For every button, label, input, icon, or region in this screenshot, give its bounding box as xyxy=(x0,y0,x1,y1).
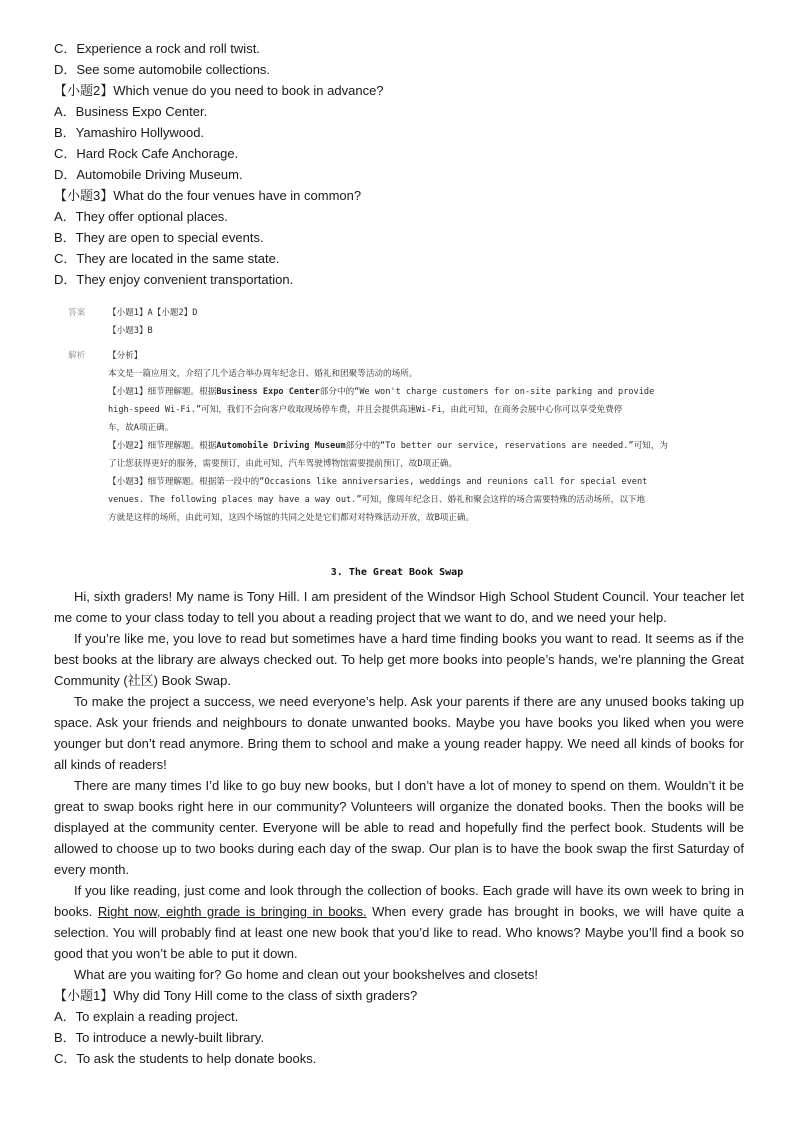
analysis-head: 【分析】 xyxy=(108,351,143,361)
new-q1-option-b: B．To introduce a newly-built library. xyxy=(54,1030,265,1045)
analysis-q1-line-3: 车，故A项正确。 xyxy=(108,423,174,433)
new-q1-option-c: C．To ask the students to help donate books. xyxy=(54,1051,317,1066)
analysis-q1-line-1: 【小题1】细节理解题。根据Business Expo Center部分中的“We won't charge customers for on-site parking and provide xyxy=(108,387,655,397)
q3-option-d: D．They enjoy convenient transportation. xyxy=(54,272,294,287)
analysis-q3-line-1: 【小题3】细节理解题。根据第一段中的“Occasions like anniversaries, weddings and reunions call for special event xyxy=(108,477,648,487)
paragraph-1: Hi, sixth graders! My name is Tony Hill. I am president of the Windsor High School Student Council. Your teacher let me come to your class today to tell you about a reading project that we want to do, and we need your help. xyxy=(54,589,744,625)
new-q1-option-a: A．To explain a reading project. xyxy=(54,1009,239,1024)
passage-title: 3. The Great Book Swap xyxy=(330,567,464,578)
q3-option-b: B．They are open to special events. xyxy=(54,230,264,245)
paragraph-6: What are you waiting for? Go home and clean out your bookshelves and closets! xyxy=(74,967,538,982)
paragraph-3: To make the project a success, we need everyone’s help. Ask your parents if there are any unused books taking up space. Ask your friends and neighbours to donate unwanted books. Maybe you have books you liked when you were younger but don’t read anymore. Bring them to school and make a young reader happy. We need all kinds of books for all kinds of readers! xyxy=(54,694,744,772)
paragraph-5: If you like reading, just come and look through the collection of books. Each grade will have its own week to bring in books. Right now, eighth grade is bringing in books. When every grade has brought in books, we will have quite a selection. You will probably find at least one new book that you’d like to read. Who knows? Maybe you’ll find a book so good that you won’t be able to put it down. xyxy=(54,883,744,961)
answer-line-2: 【小题3】B xyxy=(108,326,153,336)
q2-option-b: B．Yamashiro Hollywood. xyxy=(54,125,205,140)
q3-option-c: C．They are located in the same state. xyxy=(54,251,280,266)
underlined-sentence: Right now, eighth grade is bringing in books. xyxy=(97,904,367,919)
q2-option-a: A．Business Expo Center. xyxy=(54,104,208,119)
paragraph-4: There are many times I’d like to go buy new books, but I don’t have a lot of money to spend on them. Wouldn’t it be great to swap books right here in our community? Volunteers will organize the donated books. Then the books will be displayed at the community center. Everyone will be able to read and hopefully find the perfect book. Students will be allowed to choose up to two books during each day of the swap. Our plan is to have the book swap the first Saturday of every month. xyxy=(54,778,744,877)
analysis-q2-line-1: 【小题2】细节理解题。根据Automobile Driving Museum部分中的“To better our service, reservations are needed.”可知，为 xyxy=(108,441,668,451)
answer-line-1: 【小题1】A【小题2】D xyxy=(108,308,198,318)
analysis-intro: 本文是一篇应用文，介绍了几个适合举办周年纪念日、婚礼和团聚等活动的场所。 xyxy=(108,369,418,379)
q3-option-a: A．They offer optional places. xyxy=(54,209,228,224)
option-d: D．See some automobile collections. xyxy=(54,62,271,77)
paragraph-2: If you’re like me, you love to read but sometimes have a hard time finding books you want to read. It seems as if the best books at the library are always checked out. To help get more books into people’s hands, we’re planning the Great Community (社区) Book Swap. xyxy=(54,631,744,688)
q2-option-c: C．Hard Rock Cafe Anchorage. xyxy=(54,146,239,161)
analysis-q2-line-2: 了让您获得更好的服务，需要预订，由此可知，汽车驾驶博物馆需要提前预订，故D项正确。 xyxy=(108,459,457,469)
analysis-q1-line-2: high-speed Wi-Fi.”可知，我们不会向客户收取现场停车费，并且会提供高速Wi-Fi，由此可知，在商务会展中心你可以享受免费停 xyxy=(108,405,623,415)
analysis-q3-line-3: 方就是这样的场所，由此可知，这四个场馆的共同之处是它们都对对特殊活动开放，故B项正确。 xyxy=(108,513,475,523)
option-c: C．Experience a rock and roll twist. xyxy=(54,41,260,56)
new-question-1-stem: 【小题1】Why did Tony Hill come to the class of sixth graders? xyxy=(54,988,418,1003)
analysis-q3-line-2: venues. The following places may have a way out.”可知，像周年纪念日、婚礼和聚会这样的场合需要特殊的活动场所，以下地 xyxy=(108,495,646,505)
answer-label: 答案 xyxy=(68,308,86,318)
question-2-stem: 【小题2】Which venue do you need to book in advance? xyxy=(54,83,384,98)
q2-option-d: D．Automobile Driving Museum. xyxy=(54,167,243,182)
analysis-label: 解析 xyxy=(68,351,86,361)
question-3-stem: 【小题3】What do the four venues have in common? xyxy=(54,188,362,203)
